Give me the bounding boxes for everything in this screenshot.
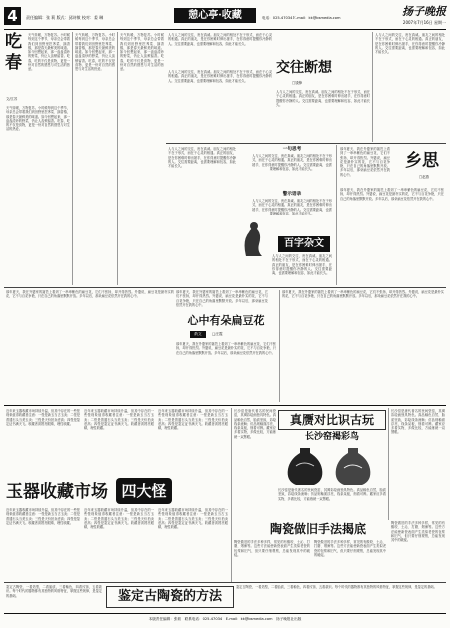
column-rule <box>117 32 118 285</box>
vase-illustration-2 <box>330 446 376 486</box>
article-body-baizi: 人与人之间的交往，贵在真诚。朋友之间的相处不在于形式，而在于心灵的相通。真正的朋友，是在你困难时伸出援手，在你得意时提醒你冷静的人。交往需要距离，也需要理解和包容，如此才能长久。 <box>272 254 332 276</box>
article-title-jianding: 鉴定古陶瓷的方法 <box>106 586 234 608</box>
column-rule <box>231 408 232 583</box>
article-title-yushichang: 玉器收藏市场 <box>6 482 108 502</box>
article-body-yisi: 人与人之间的交往，贵在真诚。朋友之间的相处不在于形式，而在于心灵的相通。真正的朋友，是在你困难时伸出援手，在你得意时提醒你冷静的人。交往需要距离，也需要理解和包容，如此才能长久。 <box>252 154 332 171</box>
article-title-douhua: 心中有朵扁豆花 <box>187 314 265 327</box>
contact-info: 电话：025-47034Ｅ-mail：kk@bsmedia.com <box>262 16 341 20</box>
article-body-mid-left: 人与人之间的交往，贵在真诚。朋友之间的相处不在于形式，而在于心灵的相通。真正的朋友，是在你困难时伸出援手，在你得意时提醒你冷静的人。交往需要距离，也需要理解和包容，如此才能长久。 <box>168 147 236 169</box>
issue-date: 2007年7月16日 星期一 <box>402 20 446 25</box>
article-body-yushichang-6: 近年来玉器收藏市场持续升温，但其中存在的一些怪现象值得收藏者注意：一怪是新玉当古玉卖；二怪是普通石头当美玉卖；三怪是天价拍卖虚高；四怪是鉴定证书满天飞。收藏者须擦亮眼睛，理性收藏。 <box>158 508 228 530</box>
footer-rule <box>4 613 446 614</box>
illustration-figure <box>240 218 268 258</box>
article-body-yushichang-3: 近年来玉器收藏市场持续升温，但其中存在的一些怪现象值得收藏者注意：一怪是新玉当古玉卖；二怪是普通石头当美玉卖；三怪是天价拍卖虚高；四怪是鉴定证书满天飞。收藏者须擦亮眼睛，理性收藏。 <box>158 409 228 431</box>
article-byline-xiangsi: □赵燕 <box>419 175 429 179</box>
article-body-douhua-left: 那年夏天，我在外婆家的篱笆上看到了一串串紫色的扁豆花，它们不张扬，却开得热烈。外婆说，扁豆花是最朴实的花，它不与百花争艳，只在自己的角落里默默开放。多年以后，那朵扁豆花依然开在我的心中。 <box>6 290 174 299</box>
article-body-taoci-1: 陶瓷做旧的手法多种多样，常见的有酸咬、土沁、打磨、烟熏等。这些方法能使新瓷表面产生类似老瓷的包浆和旧气，但只要仔细观察，总能发现其中的破绽。 <box>234 540 310 557</box>
article-body-yushichang-4: 近年来玉器收藏市场持续升温，但其中存在的一些怪现象值得收藏者注意：一怪是新玉当古玉卖；二怪是普通石头当美玉卖；三怪是天价拍卖虚高；四怪是鉴定证书满天飞。收藏者须擦亮眼睛，理性收藏。 <box>6 508 80 525</box>
page-number: 4 <box>4 7 21 25</box>
article-byline-chun: 文/江苏 <box>6 97 18 101</box>
article-body-zhenjia: 长沙窑是唐代著名的民间瓷窑，其褐彩绘画独具特色。真品釉色自然，胎质坚致，彩绘线条流畅；仿品则釉面浮亮，线条呆板，细看可辨。藏家应多看实物，多做比较，方能练就一双慧眼。 <box>278 488 386 501</box>
column-rule <box>388 408 389 520</box>
article-title-zhenjia: 真赝对比识古玩 <box>278 410 386 430</box>
column-rule <box>372 32 373 142</box>
editor-credits: 责任编辑：张 莉 版式：邱诗敏 校对：姜 琳 <box>26 15 104 20</box>
article-body-zhenjia-right: 长沙窑是唐代著名的民间瓷窑，其褐彩绘画独具特色。真品釉色自然，胎质坚致，彩绘线条流畅；仿品则釉面浮亮，线条呆板，细看可辨。藏家应多看实物，多做比较，方能练就一双慧眼。 <box>391 409 445 435</box>
article-body-douhua-mid: 那年夏天，我在外婆家的篱笆上看到了一串串紫色的扁豆花，它们不张扬，却开得热烈。外婆说，扁豆花是最朴实的花，它不与百花争艳，只在自己的角落里默默开放。多年以后，那朵扁豆花依然开在我的心中。 <box>176 290 268 307</box>
article-body-taoci-2: 陶瓷做旧的手法多种多样，常见的有酸咬、土沁、打磨、烟熏等。这些方法能使新瓷表面产生类似老瓷的包浆和旧气，但只要仔细观察，总能发现其中的破绽。 <box>314 540 386 557</box>
section-title: 憩心亭·收藏 <box>174 8 256 23</box>
section-rule <box>166 143 446 144</box>
footer-text: 本版责任编辑：张莉 联系电话：025-47034 E-mail：kk@bsmedia.com 扬子晚报社出版 <box>148 617 302 621</box>
article-body-chun-4: 天气转暖，万物复苏。小时候每到这个季节，母亲总会带着我们到田野里挖荠菜、摘香椿，那是春天最鲜美的味道。如今回想起来，那一盘盘清炒的野菜，仍让人齿颊留香。吃春，吃的不仅是食物，更是一份对自然的感恩与对生活的热爱。 <box>120 33 164 72</box>
column-rule <box>279 290 280 402</box>
article-title-taoci: 陶瓷做旧手法揭底 <box>269 522 366 536</box>
header-rule <box>4 29 446 30</box>
article-body-zhenjia-left: 长沙窑是唐代著名的民间瓷窑，其褐彩绘画独具特色。真品釉色自然，胎质坚致，彩绘线条流畅；仿品则釉面浮亮，线条呆板，细看可辨。藏家应多看实物，多做比较，方能练就一双慧眼。 <box>234 409 276 439</box>
column-rule <box>72 32 73 285</box>
article-body-douhua: 那年夏天，我在外婆家的篱笆上看到了一串串紫色的扁豆花，它们不张扬，却开得热烈。外婆说，扁豆花是最朴实的花，它不与百花争艳，只在自己的角落里默默开放。多年以后，那朵扁豆花依然开在我的心中。 <box>176 342 276 355</box>
article-body-right-col: 人与人之间的交往，贵在真诚。朋友之间的相处不在于形式，而在于心灵的相通。真正的朋友，是在你困难时伸出援手，在你得意时提醒你冷静的人。交往需要距离，也需要理解和包容，如此才能长久。 <box>375 33 445 55</box>
article-subtitle-zhenjia: 长沙窑褐彩鸟 <box>304 432 359 442</box>
article-body-jiaoting: 人与人之间的交往，贵在真诚。朋友之间的相处不在于形式，而在于心灵的相通。真正的朋友，是在你困难时伸出援手，在你得意时提醒你冷静的人。交往需要距离，也需要理解和包容，如此才能长久。 <box>168 70 272 83</box>
article-body-chun-3: 天气转暖，万物复苏。小时候每到这个季节，母亲总会带着我们到田野里挖荠菜、摘香椿，那是春天最鲜美的味道。如今回想起来，那一盘盘清炒的野菜，仍让人齿颊留香。吃春，吃的不仅是食物，更是一份对自然的感恩与对生活的热爱。 <box>75 33 115 72</box>
article-byline-jiaoting: □钱锋 <box>292 81 302 85</box>
article-title-yisi: 一句思考 <box>282 147 302 152</box>
article-title-chun: 吃春 <box>1 32 21 74</box>
article-body-jiaoting-lead: 人与人之间的交往，贵在真诚。朋友之间的相处不在于形式，而在于心灵的相通。真正的朋友，是在你困难时伸出援手，在你得意时提醒你冷静的人。交往需要距离，也需要理解和包容，如此才能长久。 <box>168 33 272 46</box>
article-title-baizi: 百字杂文 <box>278 236 330 252</box>
page-header <box>4 6 446 28</box>
article-body-jianding-2: 鉴定古陶瓷，一看造型，二看胎质，三看釉色，四看纹饰，五看款识。每个时代的器物都有其独特的风格特征，掌握这些规律，是鉴定的基础。 <box>236 585 437 589</box>
article-body-xiangsi-lead: 那年夏天，我在外婆家的篱笆上看到了一串串紫色的扁豆花，它们不张扬，却开得热烈。外婆说，扁豆花是最朴实的花，它不与百花争艳，只在自己的角落里默默开放。多年以后，那朵扁豆花依然开在我的心中。 <box>340 147 390 177</box>
article-body-jianding-1: 鉴定古陶瓷，一看造型，二看胎质，三看釉色，四看纹饰，五看款识。每个时代的器物都有其独特的风格特征，掌握这些规律，是鉴定的基础。 <box>6 585 102 598</box>
vase-illustration <box>282 446 328 486</box>
column-rule <box>336 145 337 285</box>
article-tag-douhua: 散文 <box>190 331 206 338</box>
article-body-jiaoting-2: 人与人之间的交往，贵在真诚。朋友之间的相处不在于形式，而在于心灵的相通。真正的朋友，是在你困难时伸出援手，在你得意时提醒你冷静的人。交往需要距离，也需要理解和包容，如此才能长久。 <box>276 90 370 107</box>
paper-name: 扬子晚报 <box>402 5 446 18</box>
article-body-yushichang-5: 近年来玉器收藏市场持续升温，但其中存在的一些怪现象值得收藏者注意：一怪是新玉当古玉卖；二怪是普通石头当美玉卖；三怪是天价拍卖虚高；四怪是鉴定证书满天飞。收藏者须擦亮眼睛，理性收藏。 <box>84 508 154 530</box>
article-title-emph: 四大怪 <box>116 478 172 504</box>
article-body-yushichang-2: 近年来玉器收藏市场持续升温，但其中存在的一些怪现象值得收藏者注意：一怪是新玉当古玉卖；二怪是普通石头当美玉卖；三怪是天价拍卖虚高；四怪是鉴定证书满天飞。收藏者须擦亮眼睛，理性收藏。 <box>84 409 154 431</box>
article-body-douhua-right: 那年夏天，我在外婆家的篱笆上看到了一串串紫色的扁豆花，它们不张扬，却开得热烈。外婆说，扁豆花是最朴实的花，它不与百花争艳，只在自己的角落里默默开放。多年以后，那朵扁豆花依然开在我的心中。 <box>282 290 444 299</box>
article-byline-douhua: □汪霞 <box>212 332 223 336</box>
article-title-jiaoting: 交往断想 <box>276 60 332 76</box>
article-title-xiangsi: 乡思 <box>405 151 439 171</box>
article-body-yushichang-1: 近年来玉器收藏市场持续升温，但其中存在的一些怪现象值得收藏者注意：一怪是新玉当古玉卖；二怪是普通石头当美玉卖；三怪是天价拍卖虚高；四怪是鉴定证书满天飞。收藏者须擦亮眼睛，理性收藏。 <box>6 409 80 426</box>
article-body-jingtan: 人与人之间的交往，贵在真诚。朋友之间的相处不在于形式，而在于心灵的相通。真正的朋友，是在你困难时伸出援手，在你得意时提醒你冷静的人。交往需要距离，也需要理解和包容，如此才能长久。 <box>252 199 332 215</box>
section-rule <box>4 287 446 288</box>
article-body-xiangsi: 那年夏天，我在外婆家的篱笆上看到了一串串紫色的扁豆花，它们不张扬，却开得热烈。外婆说，扁豆花是最朴实的花，它不与百花争艳，只在自己的角落里默默开放。多年以后，那朵扁豆花依然开在我的心中。 <box>340 188 444 201</box>
section-rule <box>4 582 446 583</box>
section-rule <box>4 405 446 406</box>
article-body-chun-2: 天气转暖，万物复苏。小时候每到这个季节，母亲总会带着我们到田野里挖荠菜、摘香椿，那是春天最鲜美的味道。如今回想起来，那一盘盘清炒的野菜，仍让人齿颊留香。吃春，吃的不仅是食物，更是一份对自然的感恩与对生活的热爱。 <box>6 106 70 132</box>
article-title-jingtan: 警示语录 <box>282 192 302 197</box>
article-body-chun: 天气转暖，万物复苏。小时候每到这个季节，母亲总会带着我们到田野里挖荠菜、摘香椿，那是春天最鲜美的味道。如今回想起来，那一盘盘清炒的野菜，仍让人齿颊留香。吃春，吃的不仅是食物，更是一份对自然的感恩与对生活的热爱。 <box>28 33 70 72</box>
article-body-taoci-3: 陶瓷做旧的手法多种多样，常见的有酸咬、土沁、打磨、烟熏等。这些方法能使新瓷表面产生类似老瓷的包浆和旧气，但只要仔细观察，总能发现其中的破绽。 <box>391 521 445 543</box>
